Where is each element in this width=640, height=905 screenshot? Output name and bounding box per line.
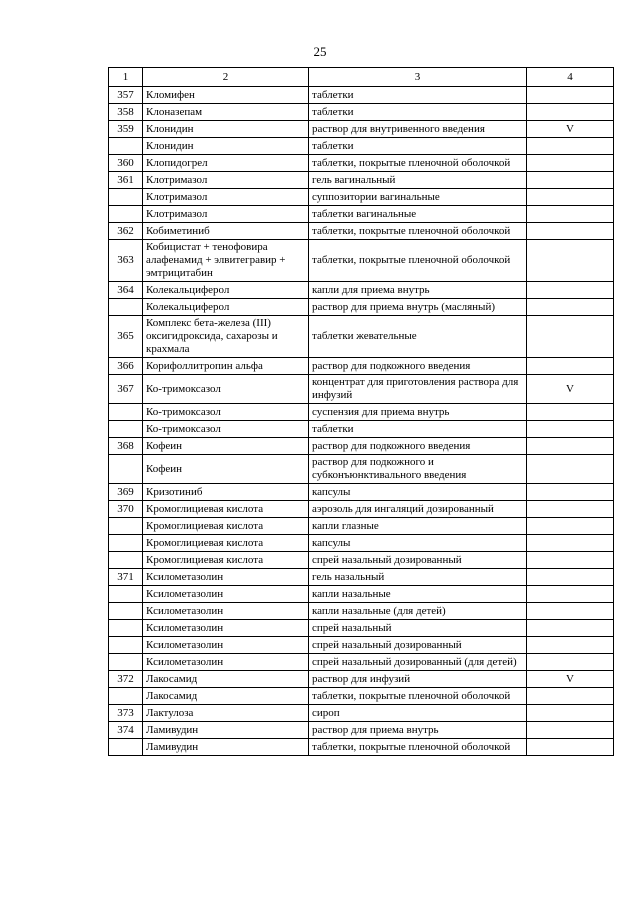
dosage-form-cell: раствор для подкожного введения	[309, 438, 527, 455]
table-row	[109, 155, 614, 172]
drug-name-cell: Лакосамид	[143, 671, 309, 688]
dosage-form-cell: суппозитории вагинальные	[309, 189, 527, 206]
dosage-form-cell: таблетки	[309, 138, 527, 155]
table-row	[109, 739, 614, 756]
mark-cell	[527, 316, 614, 358]
mark-cell	[527, 104, 614, 121]
table-row	[109, 484, 614, 501]
row-number-cell	[109, 518, 143, 535]
drug-name-cell: Ко-тримоксазол	[143, 375, 309, 404]
table-row	[109, 138, 614, 155]
row-number-cell: 363	[109, 240, 143, 282]
drug-name-cell: Кромоглициевая кислота	[143, 535, 309, 552]
mark-cell: V	[527, 671, 614, 688]
mark-cell	[527, 206, 614, 223]
mark-cell	[527, 358, 614, 375]
drug-name-cell: Клонидин	[143, 121, 309, 138]
table-row	[109, 358, 614, 375]
drug-name-cell: Корифоллитропин альфа	[143, 358, 309, 375]
drug-table	[108, 67, 614, 756]
row-number-cell	[109, 535, 143, 552]
drug-name-cell: Ксилометазолин	[143, 569, 309, 586]
dosage-form-cell: таблетки, покрытые пленочной оболочкой	[309, 240, 527, 282]
mark-cell	[527, 87, 614, 104]
row-number-cell	[109, 620, 143, 637]
table-row	[109, 404, 614, 421]
mark-cell	[527, 189, 614, 206]
dosage-form-cell: капсулы	[309, 484, 527, 501]
dosage-form-cell: раствор для приема внутрь	[309, 722, 527, 739]
table-row	[109, 722, 614, 739]
mark-cell	[527, 172, 614, 189]
dosage-form-cell: суспензия для приема внутрь	[309, 404, 527, 421]
dosage-form-cell: таблетки	[309, 104, 527, 121]
drug-name-cell: Клопидогрел	[143, 155, 309, 172]
row-number-cell	[109, 654, 143, 671]
table-row	[109, 87, 614, 104]
drug-name-cell: Колекальциферол	[143, 299, 309, 316]
mark-cell	[527, 223, 614, 240]
mark-cell	[527, 637, 614, 654]
drug-name-cell: Ксилометазолин	[143, 586, 309, 603]
row-number-cell: 359	[109, 121, 143, 138]
dosage-form-cell: таблетки	[309, 87, 527, 104]
mark-cell	[527, 654, 614, 671]
column-header-4: 4	[527, 68, 614, 87]
table-row	[109, 240, 614, 282]
table-row	[109, 569, 614, 586]
table-row	[109, 316, 614, 358]
row-number-cell: 367	[109, 375, 143, 404]
mark-cell: V	[527, 375, 614, 404]
row-number-cell: 362	[109, 223, 143, 240]
drug-name-cell: Ксилометазолин	[143, 603, 309, 620]
row-number-cell	[109, 688, 143, 705]
dosage-form-cell: гель назальный	[309, 569, 527, 586]
row-number-cell	[109, 455, 143, 484]
row-number-cell: 357	[109, 87, 143, 104]
row-number-cell: 373	[109, 705, 143, 722]
drug-name-cell: Кломифен	[143, 87, 309, 104]
mark-cell	[527, 484, 614, 501]
drug-name-cell: Кризотиниб	[143, 484, 309, 501]
mark-cell	[527, 620, 614, 637]
row-number-cell: 361	[109, 172, 143, 189]
column-header-3: 3	[309, 68, 527, 87]
dosage-form-cell: гель вагинальный	[309, 172, 527, 189]
table-row	[109, 223, 614, 240]
mark-cell	[527, 240, 614, 282]
table-row	[109, 121, 614, 138]
drug-name-cell: Колекальциферол	[143, 282, 309, 299]
table-row	[109, 172, 614, 189]
row-number-cell: 374	[109, 722, 143, 739]
table-row	[109, 637, 614, 654]
table-row	[109, 586, 614, 603]
table-row	[109, 438, 614, 455]
dosage-form-cell: таблетки, покрытые пленочной оболочкой	[309, 688, 527, 705]
row-number-cell	[109, 206, 143, 223]
column-header-2: 2	[143, 68, 309, 87]
mark-cell	[527, 138, 614, 155]
row-number-cell: 372	[109, 671, 143, 688]
dosage-form-cell: раствор для подкожного и субконъюнктивального введения	[309, 455, 527, 484]
mark-cell	[527, 705, 614, 722]
row-number-cell: 371	[109, 569, 143, 586]
dosage-form-cell: раствор для приема внутрь (масляный)	[309, 299, 527, 316]
mark-cell	[527, 603, 614, 620]
table-row	[109, 104, 614, 121]
dosage-form-cell: капли назальные	[309, 586, 527, 603]
mark-cell	[527, 404, 614, 421]
mark-cell	[527, 518, 614, 535]
mark-cell	[527, 535, 614, 552]
dosage-form-cell: капли назальные (для детей)	[309, 603, 527, 620]
mark-cell: V	[527, 121, 614, 138]
drug-name-cell: Клотримазол	[143, 206, 309, 223]
drug-name-cell: Комплекс бета-железа (III) оксигидроксида, сахарозы и крахмала	[143, 316, 309, 358]
mark-cell	[527, 569, 614, 586]
table-row	[109, 189, 614, 206]
row-number-cell	[109, 404, 143, 421]
row-number-cell: 370	[109, 501, 143, 518]
mark-cell	[527, 739, 614, 756]
dosage-form-cell: таблетки	[309, 421, 527, 438]
row-number-cell: 368	[109, 438, 143, 455]
table-row	[109, 603, 614, 620]
table-row	[109, 518, 614, 535]
drug-name-cell: Ко-тримоксазол	[143, 421, 309, 438]
dosage-form-cell: таблетки, покрытые пленочной оболочкой	[309, 223, 527, 240]
drug-name-cell: Лактулоза	[143, 705, 309, 722]
table-row	[109, 421, 614, 438]
table-header-row	[109, 68, 614, 87]
table-row	[109, 671, 614, 688]
drug-name-cell: Ламивудин	[143, 739, 309, 756]
dosage-form-cell: таблетки, покрытые пленочной оболочкой	[309, 739, 527, 756]
dosage-form-cell: раствор для подкожного введения	[309, 358, 527, 375]
dosage-form-cell: сироп	[309, 705, 527, 722]
table-row	[109, 552, 614, 569]
drug-name-cell: Кобицистат + тенофовира алафенамид + элвитегравир + эмтрицитабин	[143, 240, 309, 282]
drug-name-cell: Ламивудин	[143, 722, 309, 739]
dosage-form-cell: спрей назальный дозированный	[309, 552, 527, 569]
mark-cell	[527, 438, 614, 455]
row-number-cell	[109, 138, 143, 155]
row-number-cell: 360	[109, 155, 143, 172]
drug-name-cell: Кобиметиниб	[143, 223, 309, 240]
row-number-cell: 358	[109, 104, 143, 121]
page-number: 25	[313, 44, 327, 59]
mark-cell	[527, 155, 614, 172]
drug-name-cell: Ксилометазолин	[143, 620, 309, 637]
table-row	[109, 375, 614, 404]
row-number-cell: 366	[109, 358, 143, 375]
dosage-form-cell: спрей назальный дозированный	[309, 637, 527, 654]
drug-name-cell: Клотримазол	[143, 189, 309, 206]
dosage-form-cell: капли глазные	[309, 518, 527, 535]
table-row	[109, 654, 614, 671]
mark-cell	[527, 586, 614, 603]
row-number-cell: 365	[109, 316, 143, 358]
drug-name-cell: Клоназепам	[143, 104, 309, 121]
mark-cell	[527, 722, 614, 739]
table-row	[109, 455, 614, 484]
mark-cell	[527, 688, 614, 705]
table-row	[109, 206, 614, 223]
drug-name-cell: Кромоглициевая кислота	[143, 552, 309, 569]
row-number-cell	[109, 552, 143, 569]
mark-cell	[527, 421, 614, 438]
mark-cell	[527, 299, 614, 316]
dosage-form-cell: аэрозоль для ингаляций дозированный	[309, 501, 527, 518]
dosage-form-cell: капсулы	[309, 535, 527, 552]
mark-cell	[527, 552, 614, 569]
row-number-cell	[109, 739, 143, 756]
table-row	[109, 535, 614, 552]
drug-name-cell: Кромоглициевая кислота	[143, 501, 309, 518]
drug-name-cell: Лакосамид	[143, 688, 309, 705]
dosage-form-cell: спрей назальный дозированный (для детей)	[309, 654, 527, 671]
row-number-cell	[109, 637, 143, 654]
dosage-form-cell: капли для приема внутрь	[309, 282, 527, 299]
drug-name-cell: Кофеин	[143, 455, 309, 484]
table-row	[109, 501, 614, 518]
table-row	[109, 620, 614, 637]
row-number-cell	[109, 421, 143, 438]
table-row	[109, 705, 614, 722]
dosage-form-cell: спрей назальный	[309, 620, 527, 637]
mark-cell	[527, 455, 614, 484]
row-number-cell	[109, 189, 143, 206]
drug-name-cell: Ксилометазолин	[143, 637, 309, 654]
column-header-1: 1	[109, 68, 143, 87]
dosage-form-cell: концентрат для приготовления раствора для инфузий	[309, 375, 527, 404]
dosage-form-cell: раствор для инфузий	[309, 671, 527, 688]
row-number-cell	[109, 299, 143, 316]
table-row	[109, 282, 614, 299]
drug-name-cell: Кофеин	[143, 438, 309, 455]
table-row	[109, 688, 614, 705]
row-number-cell	[109, 586, 143, 603]
dosage-form-cell: таблетки, покрытые пленочной оболочкой	[309, 155, 527, 172]
drug-name-cell: Клотримазол	[143, 172, 309, 189]
dosage-form-cell: таблетки жевательные	[309, 316, 527, 358]
table-row	[109, 299, 614, 316]
mark-cell	[527, 282, 614, 299]
row-number-cell: 364	[109, 282, 143, 299]
row-number-cell	[109, 603, 143, 620]
mark-cell	[527, 501, 614, 518]
row-number-cell: 369	[109, 484, 143, 501]
dosage-form-cell: раствор для внутривенного введения	[309, 121, 527, 138]
drug-name-cell: Ксилометазолин	[143, 654, 309, 671]
drug-name-cell: Кромоглициевая кислота	[143, 518, 309, 535]
dosage-form-cell: таблетки вагинальные	[309, 206, 527, 223]
drug-name-cell: Клонидин	[143, 138, 309, 155]
drug-name-cell: Ко-тримоксазол	[143, 404, 309, 421]
